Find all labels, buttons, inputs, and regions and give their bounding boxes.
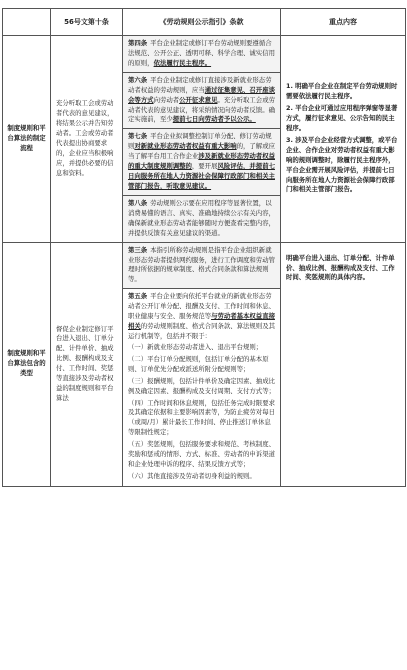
table-row-rule-types: [3, 242, 406, 486]
table-header-row: [3, 9, 406, 36]
list-item: （一）新就业形态劳动者进入、退出平台规则；: [128, 342, 263, 351]
key-point: 2. 平台企业可通过应用程序弹窗等显著方式，履行征求意见、公示告知的民主程序。: [286, 104, 398, 132]
clause-6: 第六条 平台企业制定或修订直接涉及新就业形态劳动者权益的劳动规则，应当通过征集意见、召开座谈会等方式向劳动者公开征求意见。充分听取工会或劳动者代表的意见建议，将采纳情况向劳动者反馈。确定实施前，至少提前七日向劳动者予以公示。: [123, 73, 280, 130]
row2-key-points: [281, 242, 406, 486]
comparison-table: [2, 8, 406, 487]
clause-8: 第八条 劳动规则公示要在应用程序等显著位置，以消费易懂的语言、真实、准确地持续公示有关内容，确保新就业形态劳动者能够随时方便查看完整内容，并提供反馈有关意见建议的渠道。: [123, 196, 280, 242]
row1-category: 制度规则和平台算法的制定流程: [3, 36, 51, 243]
table-row-formulation-process: [3, 36, 406, 243]
row1-clauses: [123, 36, 281, 243]
list-item: （六）其他直接涉及劳动者切身利益的规则。: [128, 471, 256, 480]
key-point: 明确平台进入退出、订单分配、计件单价、抽成比例、报酬构成及支付、工作时间、奖惩规则的具体内容。: [286, 253, 395, 282]
header-guideline-clauses: 《劳动规则公示指引》条款: [123, 9, 281, 36]
key-point: 3. 涉及平台企业经营方式调整，或平台企业、合作企业对劳动者权益有重大影响的规则调整时，除履行民主程序外，平台企业需开展风险评估，并提前七日向服务所在地人力资源社会保障行政部门和相关主管部门报告。: [286, 135, 398, 194]
row1-key-points: [281, 36, 406, 243]
row2-category: 制度规则和平台算法包含的类型: [3, 242, 51, 486]
row2-article10: 督促企业制定修订平台进入退出、订单分配、计件单价、抽成比例、报酬构成及支付、工作时间、奖惩等直接涉及劳动者权益的制度规则和平台算法: [51, 242, 123, 486]
list-item: （五）奖惩规则，包括服务要求和规范、考核制度、奖励和惩戒的情形、方式、标准、劳动者的申诉渠道和企业处理申诉的程序、结果反馈方式等；: [128, 440, 275, 469]
header-blank: [3, 9, 51, 36]
row1-article10: 充分听取工会或劳动者代表的意见建议，将结果公示并告知劳动者。工会或劳动者代表提出协商要求的，企业应当积极响应，并提供必要的信息和资料。: [51, 36, 123, 243]
list-item: （二）平台订单分配规则，包括订单分配的基本原则、订单优先分配或派送所附分配规则等；: [128, 354, 269, 373]
key-point: 1. 明确平台企业在制定平台劳动规则时需要依法履行民主程序。: [286, 82, 398, 101]
list-item: （四）工作时间和休息规则，包括任务完成时限要求及其确定依据和主要影响因素等，为防止疲劳对每日（或周/月）累计最长工作时间、停止推送订单休息等限制性规定；: [128, 398, 275, 437]
header-key-points: 重点内容: [281, 9, 406, 36]
clause-5-intro: 第五条 平台企业要向依托平台就业的新就业形态劳动者公开订单分配、报酬及支付、工作时间和休息、职业健康与安全、服务规范等与劳动者基本权益直接相关的劳动规则制度、格式合同条款、算法规则及其运行机制等，包括并不限于：: [128, 292, 275, 340]
clause-7: 第七条 平台企业拟调整控制订单分配、修订劳动规则对新就业形态劳动者权益有重大影响的，了解或应当了解平台用工合作企业涉及新就业形态劳动者权益的重大制度规则调整的，要开展风险评估，并提前七日向服务所在地人力资源社会保障行政部门和相关主管部门报告，听取意见建议。: [123, 129, 280, 196]
header-article10: 56号文第十条: [51, 9, 123, 36]
clause-3: 第三条 本指引所称劳动规则是指平台企业组织新就业形态劳动者提供网约服务，进行工作调度和劳动管理时所依据的规章制度、格式合同条款和算法规则等。: [123, 243, 280, 290]
clause-4: 第四条 平台企业制定或修订平台劳动规则要遵循合法规范、公开公正、透明可释、科学合理、诚实信用的原则，依法履行民主程序。: [123, 36, 280, 73]
list-item: （三）报酬规则，包括计件单价及确定因素、抽成比例及确定因素、报酬构成及支付周期、支付方式等；: [128, 376, 275, 395]
row2-clauses: [123, 242, 281, 486]
clause-5: [123, 289, 280, 486]
